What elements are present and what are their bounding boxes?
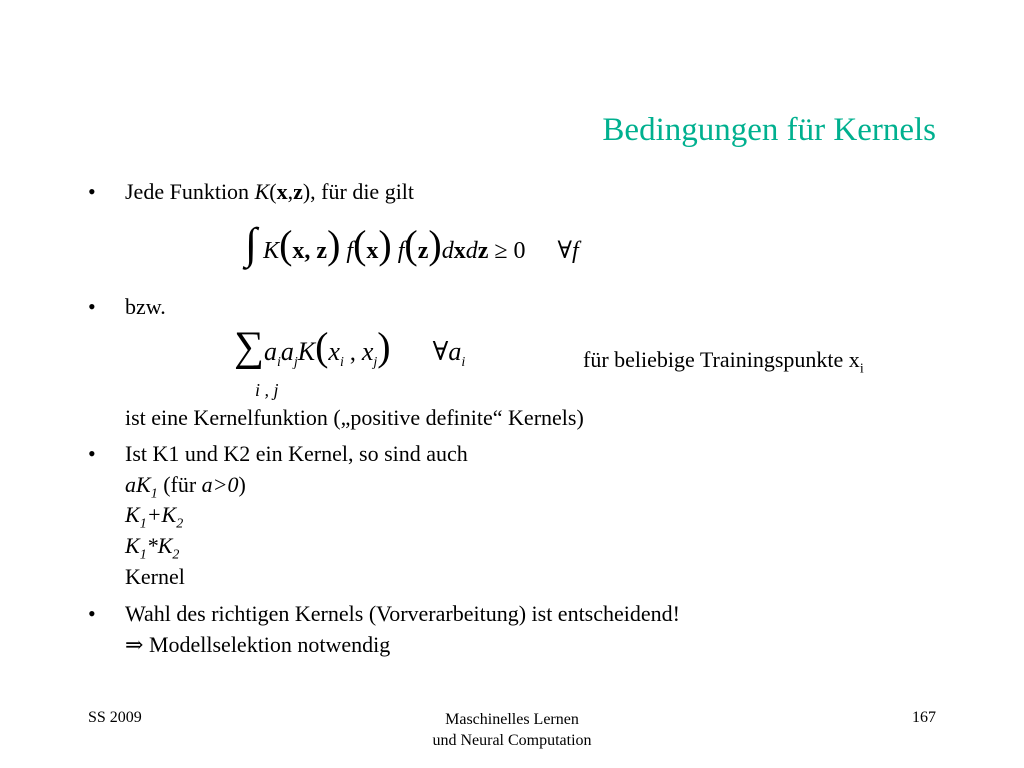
kernelfunktion-line: ist eine Kernelfunktion („positive definite“ Kernels) <box>125 405 584 430</box>
footer-course-line-2: und Neural Computation <box>432 732 592 749</box>
sub-1: 1 <box>150 486 158 502</box>
condition: a>0 <box>201 472 239 497</box>
paren-left: ( <box>353 222 367 267</box>
footer-semester: SS 2009 <box>88 709 142 726</box>
bullet-marker: • <box>88 294 96 319</box>
sub-i: i <box>276 354 281 370</box>
lparen: ( <box>269 179 277 204</box>
bullet-4-line-2 <box>125 632 390 658</box>
separator: , <box>343 340 362 366</box>
sub-1: 1 <box>139 547 147 563</box>
sub-2: 2 <box>176 516 184 532</box>
bullet-3-line-4: Kernel <box>125 564 185 589</box>
integral-formula <box>245 219 579 268</box>
forall-symbol: ∀ <box>432 337 449 366</box>
formula-f3: f <box>572 238 579 264</box>
modellselektion-text: Modellselektion notwendig <box>143 632 391 657</box>
formula-x: x <box>366 238 379 264</box>
footer-course-line-1: Maschinelles Lernen <box>445 711 579 728</box>
paren-right: ) <box>327 222 341 267</box>
times-k: *K <box>146 533 173 558</box>
sub-2: 2 <box>172 547 180 563</box>
sigma-sign: ∑ <box>234 324 264 370</box>
desc-sub: i <box>859 361 864 377</box>
paren-right: ) <box>428 222 442 267</box>
bullet-1-prefix: Jede Funktion <box>125 179 255 204</box>
formula-x: x <box>328 337 340 366</box>
formula-xb: x <box>453 238 466 264</box>
formula-a: a <box>448 337 462 366</box>
sub-i: i <box>461 354 466 370</box>
bullet-3-line-2 <box>125 502 183 532</box>
implies-symbol: ⇒ <box>125 632 144 657</box>
paren-left: ( <box>404 222 418 267</box>
paren-right: ) <box>378 222 392 267</box>
footer-page-number: 167 <box>912 709 936 726</box>
fuer-text: (für <box>157 472 202 497</box>
plus-k: +K <box>146 502 177 527</box>
bullet-marker: • <box>88 601 96 626</box>
sub-1: 1 <box>139 516 147 532</box>
bullet-4-text: Wahl des richtigen Kernels (Vorverarbeitung) ist entscheidend! <box>125 601 680 626</box>
rparen: ) <box>238 472 246 497</box>
sub-j: j <box>293 354 298 370</box>
bullet-marker: • <box>88 441 96 466</box>
bullet-marker: • <box>88 179 96 204</box>
formula-k: K <box>297 337 316 366</box>
paren-left: ( <box>279 222 293 267</box>
comma: , <box>287 179 294 204</box>
bullet-3-line-1 <box>125 472 246 502</box>
sub-j: j <box>373 354 378 370</box>
formula-geq: ≥ 0 <box>494 238 526 264</box>
bullet-3-text: Ist K1 und K2 ein Kernel, so sind auch <box>125 441 468 466</box>
desc-text: für beliebige Trainingspunkte x <box>583 347 860 372</box>
formula-x: x <box>361 337 374 366</box>
k1: K <box>125 533 140 558</box>
var-x: x <box>276 179 288 204</box>
forall-symbol: ∀ <box>557 238 573 264</box>
ak-term: aK <box>125 472 151 497</box>
k1: K <box>125 502 140 527</box>
bullet-3-line-3 <box>125 533 179 563</box>
formula-xz: x, z <box>292 238 328 264</box>
var-z: z <box>293 179 303 204</box>
sub-i: i <box>339 354 344 370</box>
formula-k: K <box>263 238 280 264</box>
sum-limits: i , j <box>255 380 279 400</box>
formula-a: a <box>263 337 277 366</box>
bullet-1-suffix: ), für die gilt <box>302 179 415 204</box>
bullet-2-text: bzw. <box>125 294 166 319</box>
slide-title: Bedingungen für Kernels <box>602 112 936 148</box>
formula-f2: f <box>397 238 405 264</box>
formula-z: z <box>417 238 429 264</box>
formula-zb: z <box>477 238 489 264</box>
integral-sign: ∫ <box>245 219 258 268</box>
sum-formula <box>234 326 465 371</box>
footer-course <box>412 709 612 751</box>
formula-f1: f <box>346 238 354 264</box>
formula-d1: d <box>441 238 454 264</box>
formula-d2: d <box>465 238 478 264</box>
paren-left: ( <box>315 324 329 369</box>
bullet-1-text <box>125 179 414 205</box>
paren-right: ) <box>377 324 391 369</box>
formula-a: a <box>280 337 294 366</box>
training-points-desc <box>583 347 864 377</box>
func-k: K <box>254 179 270 204</box>
